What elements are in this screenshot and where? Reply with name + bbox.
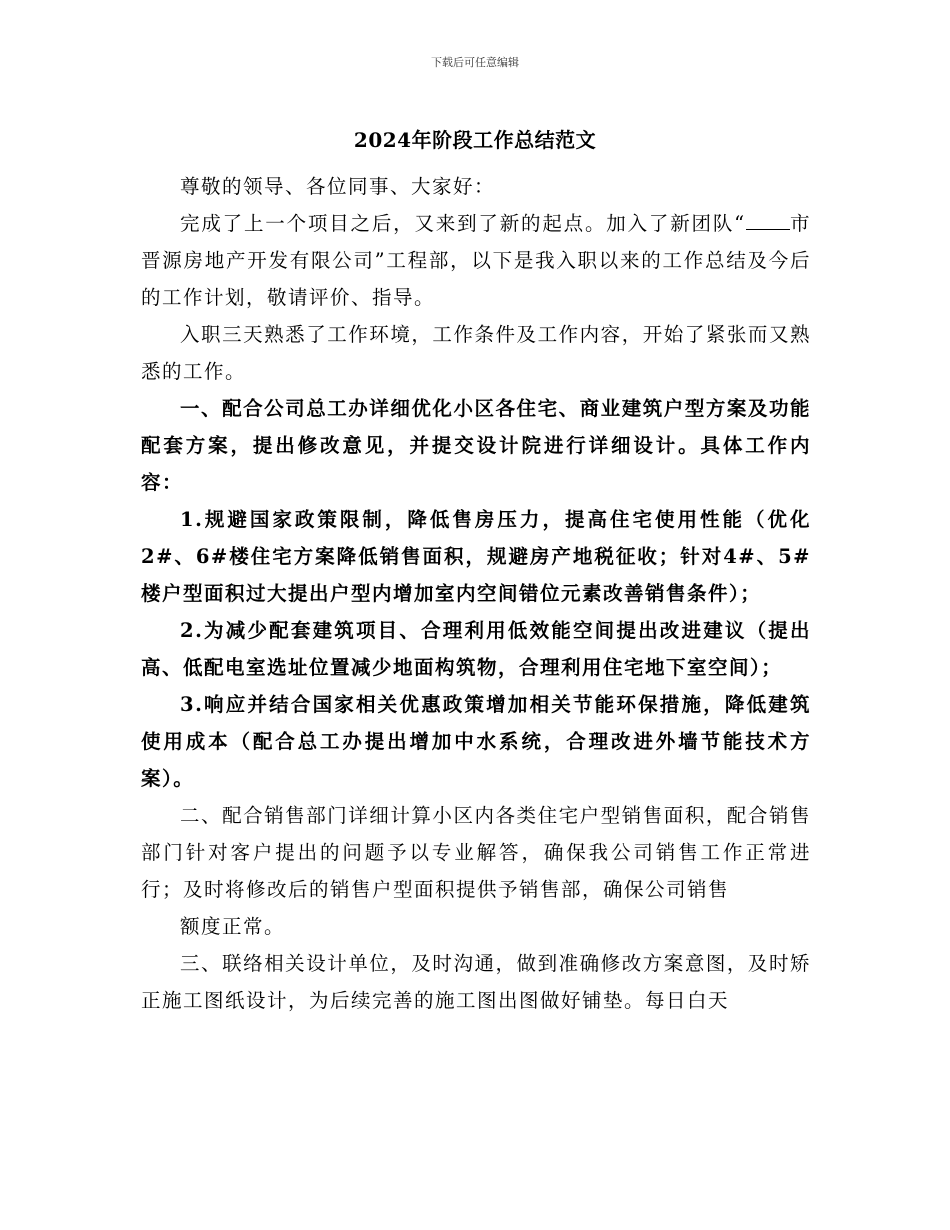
blank-underline xyxy=(746,211,790,230)
document-body xyxy=(141,168,811,1019)
section-2-tail: 额度正常。 xyxy=(180,915,286,938)
header-note: 下载后可任意编辑 xyxy=(431,56,519,69)
intro-paragraph xyxy=(141,205,811,316)
section-2-paragraph: 二、配合销售部门详细计算小区内各类住宅户型销售面积，配合销售部门针对客户提出的问题予以专业解答，确保我公司销售工作正常进行；及时将修改后的销售户型面积提供予销售部，确保公司销售 xyxy=(141,804,811,901)
section-1-item-2: 2.为减少配套建筑项目、合理利用低效能空间提出改进建议（提出高、低配电室选址位置减少地面构筑物，合理利用住宅地下室空间）； xyxy=(141,619,811,679)
section-1-item-3: 3.响应并结合国家相关优惠政策增加相关节能环保措施，降低建筑使用成本（配合总工办提出增加中水系统，合理改进外墙节能技术方案）。 xyxy=(141,693,811,790)
intro-text-a: 完成了上一个项目之后，又来到了新的起点。加入了新团队“ xyxy=(180,212,746,235)
section-1-heading: 一、配合公司总工办详细优化小区各住宅、商业建筑户型方案及功能配套方案，提出修改意见，并提交设计院进行详细设计。具体工作内容： xyxy=(141,397,811,494)
section-1-item-1: 1.规避国家政策限制，降低售房压力，提高住宅使用性能（优化2#、6#楼住宅方案降低销售面积，规避房产地税征收；针对4#、5#楼户型面积过大提出户型内增加室内空间错位元素改善销售条件）； xyxy=(141,508,811,605)
greeting-paragraph: 尊敬的领导、各位同事、大家好： xyxy=(180,175,496,198)
intro-text-b: 市晋源房地产开发有限公司”工程部，以下是我入职以来的工作总结及今后的工作计划，敬请评价、指导。 xyxy=(141,212,811,309)
first-days-paragraph: 入职三天熟悉了工作环境，工作条件及工作内容，开始了紧张而又熟悉的工作。 xyxy=(141,323,811,383)
section-3-paragraph: 三、联络相关设计单位，及时沟通，做到准确修改方案意图，及时矫正施工图纸设计，为后续完善的施工图出图做好铺垫。每日白天 xyxy=(141,952,811,1012)
document-title: 2024年阶段工作总结范文 xyxy=(353,128,597,152)
